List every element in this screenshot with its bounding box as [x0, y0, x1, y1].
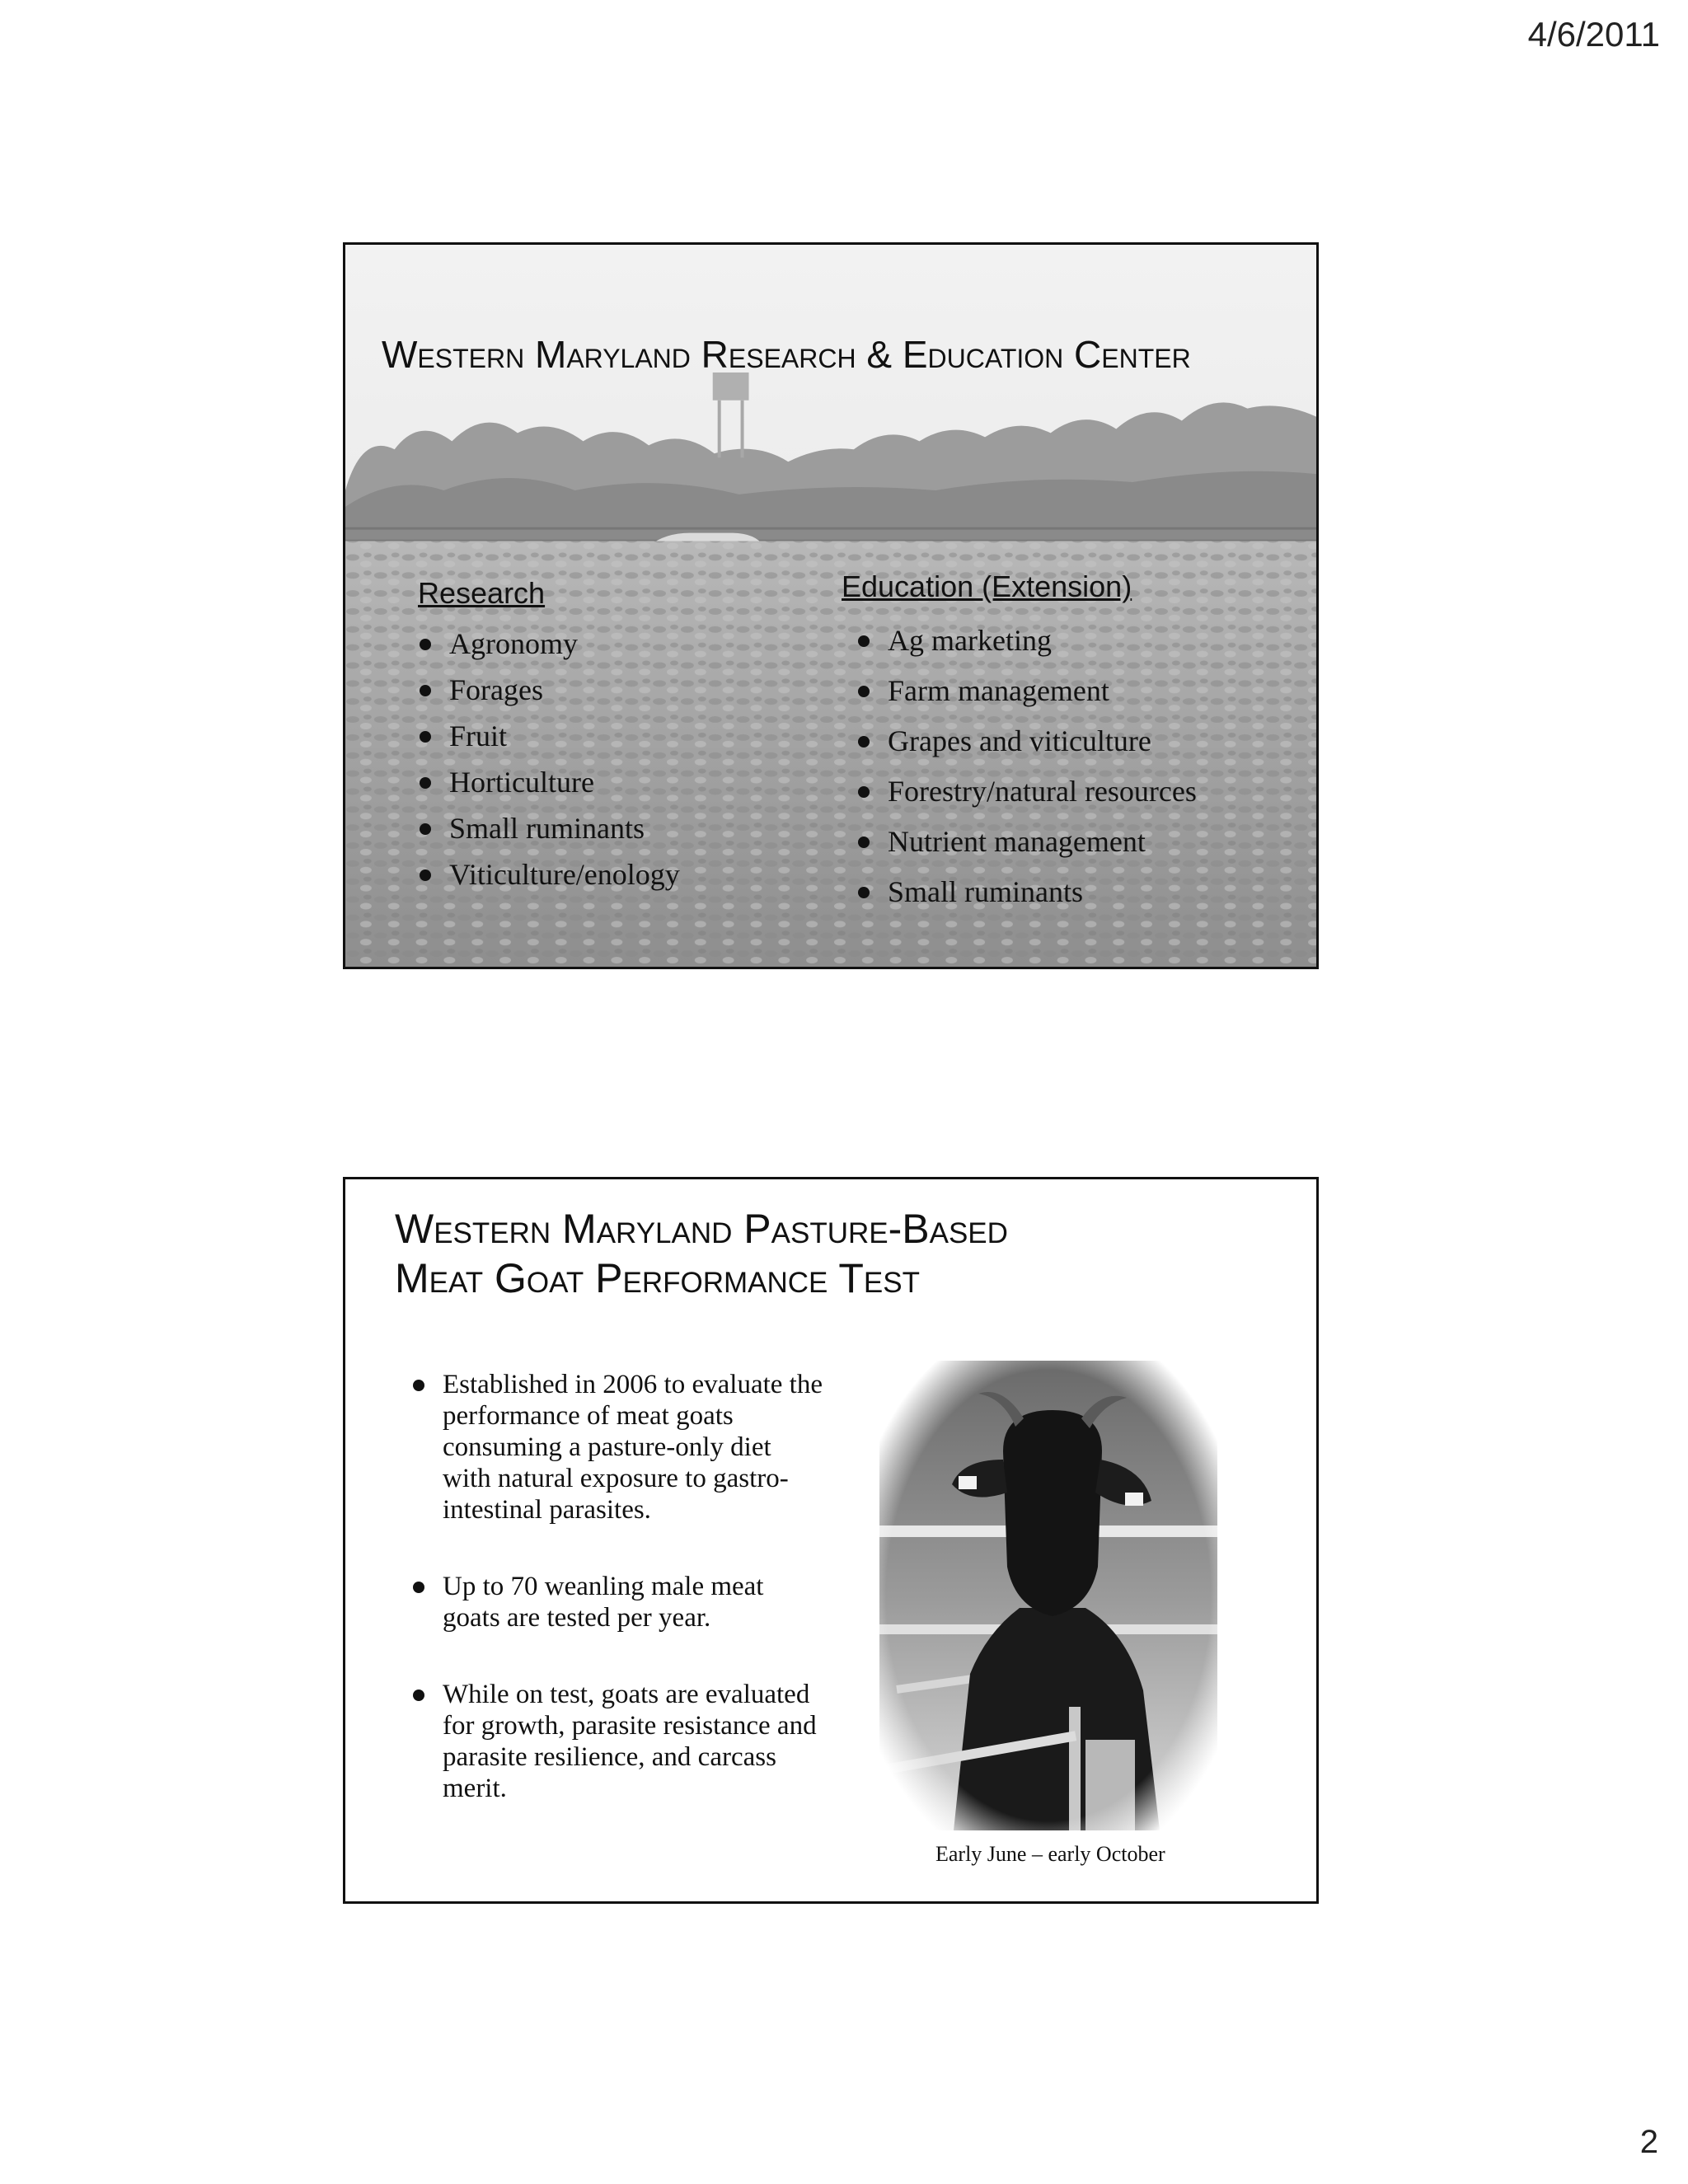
list-item: Fruit: [418, 713, 680, 759]
list-item: While on test, goats are evaluated for growth, parasite resistance and parasite resilience, and carcass merit.: [411, 1679, 823, 1804]
list-item: Established in 2006 to evaluate the performance of meat goats consuming a pasture-only diet with natural exposure to gastro-intestinal parasites.: [411, 1369, 823, 1526]
research-heading: Research: [418, 576, 546, 610]
slide2-title-line-2: Meat Goat Performance Test: [395, 1255, 920, 1301]
goat-photo: [879, 1361, 1217, 1830]
goat-test-bullets: [411, 1369, 823, 1849]
slide-research-education-center: [343, 242, 1319, 969]
list-item: Small ruminants: [856, 867, 1197, 917]
slide1-title: Western Maryland Research & Education Center: [382, 333, 1191, 376]
slide2-title: [395, 1204, 1316, 1303]
slide-meat-goat-performance-test: [343, 1177, 1319, 1904]
list-item: Ag marketing: [856, 616, 1197, 666]
research-list: [418, 621, 680, 898]
list-item: Grapes and viticulture: [856, 716, 1197, 766]
page-number: 2: [1639, 2124, 1658, 2160]
list-item: Farm management: [856, 666, 1197, 716]
slide2-title-line-1: Western Maryland Pasture-Based: [395, 1206, 1008, 1252]
list-item: Nutrient management: [856, 817, 1197, 867]
list-item: Small ruminants: [418, 805, 680, 851]
list-item: Agronomy: [418, 621, 680, 667]
list-item: Forages: [418, 667, 680, 713]
page-date: 4/6/2011: [1527, 15, 1660, 54]
list-item: Forestry/natural resources: [856, 766, 1197, 817]
photo-caption: Early June – early October: [935, 1842, 1165, 1866]
education-heading: Education (Extension): [842, 569, 1132, 603]
education-list: [856, 616, 1197, 917]
list-item: Horticulture: [418, 759, 680, 805]
list-item: Viticulture/enology: [418, 851, 680, 898]
list-item: Up to 70 weanling male meat goats are tested per year.: [411, 1571, 823, 1633]
